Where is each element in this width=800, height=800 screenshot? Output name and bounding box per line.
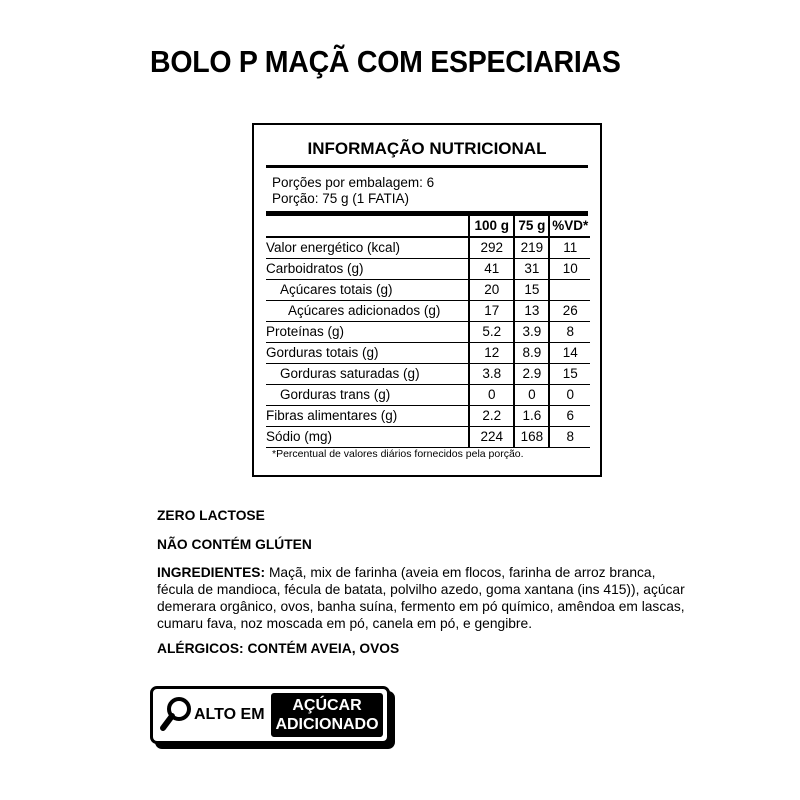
column-header-daily-value: %VD*	[549, 216, 590, 237]
value-per-100g: 20	[469, 280, 514, 301]
value-per-serving: 15	[514, 280, 549, 301]
ingredients-text: Maçã, mix de farinha (aveia em flocos, farinha de arroz branca, fécula de mandioca, fécula de batata, polvilho azedo, goma xantana (ins 415)), açúcar demerara orgânico, ovos, banha suína, fermento em pó químico, amêndoa em lascas, cumaru fava, noz moscada em pó, canela em pó, e gengibre.	[157, 565, 685, 631]
value-per-serving: 1.6	[514, 406, 549, 427]
nutrition-row	[266, 259, 590, 280]
value-per-100g: 5.2	[469, 322, 514, 343]
nutrient-label: Sódio (mg)	[266, 427, 469, 448]
daily-value-footnote: *Percentual de valores diários fornecidos pela porção.	[272, 448, 524, 460]
heading-divider	[266, 165, 588, 168]
ingredients-label: INGREDIENTES:	[157, 565, 266, 580]
product-title: BOLO P MAÇÃ COM ESPECIARIAS	[150, 44, 621, 79]
value-per-serving: 2.9	[514, 364, 549, 385]
gluten-free-claim: NÃO CONTÉM GLÚTEN	[157, 537, 312, 552]
value-per-serving: 31	[514, 259, 549, 280]
nutrition-header-row	[266, 216, 590, 237]
nutrient-label: Fibras alimentares (g)	[266, 406, 469, 427]
seal-line-1: AÇÚCAR	[292, 697, 362, 714]
magnifier-icon	[159, 695, 195, 735]
column-header-per-100g: 100 g	[469, 216, 514, 237]
value-per-100g: 41	[469, 259, 514, 280]
nutrition-row	[266, 237, 590, 259]
seal-line-2: ADICIONADO	[275, 716, 379, 733]
allergens-statement: ALÉRGICOS: CONTÉM AVEIA, OVOS	[157, 641, 400, 656]
daily-value-percent: 14	[549, 343, 590, 364]
value-per-100g: 0	[469, 385, 514, 406]
value-per-100g: 2.2	[469, 406, 514, 427]
nutrition-row	[266, 406, 590, 427]
nutrient-label: Valor energético (kcal)	[266, 237, 469, 259]
daily-value-percent: 8	[549, 322, 590, 343]
nutrient-label: Gorduras totais (g)	[266, 343, 469, 364]
value-per-100g: 3.8	[469, 364, 514, 385]
value-per-serving: 8.9	[514, 343, 549, 364]
nutrient-label: Açúcares adicionados (g)	[266, 301, 469, 322]
daily-value-percent: 26	[549, 301, 590, 322]
column-header-nutrient	[266, 216, 469, 237]
nutrient-label: Carboidratos (g)	[266, 259, 469, 280]
value-per-100g: 12	[469, 343, 514, 364]
nutrition-row	[266, 343, 590, 364]
nutrition-row	[266, 427, 590, 448]
nutrition-heading: INFORMAÇÃO NUTRICIONAL	[307, 139, 547, 158]
nutrient-label: Gorduras trans (g)	[266, 385, 469, 406]
daily-value-percent	[549, 280, 590, 301]
zero-lactose-claim: ZERO LACTOSE	[157, 508, 265, 523]
value-per-serving: 0	[514, 385, 549, 406]
value-per-100g: 292	[469, 237, 514, 259]
nutrition-table	[266, 216, 590, 448]
serving-info	[272, 175, 434, 207]
seal-nutrient-box	[271, 693, 383, 737]
nutrient-label: Proteínas (g)	[266, 322, 469, 343]
daily-value-percent: 10	[549, 259, 590, 280]
ingredients-block	[157, 564, 687, 632]
high-added-sugar-seal	[150, 686, 390, 744]
servings-per-package: Porções por embalagem: 6	[272, 175, 435, 190]
daily-value-percent: 6	[549, 406, 590, 427]
nutrition-facts-panel	[252, 123, 602, 477]
daily-value-percent: 11	[549, 237, 590, 259]
value-per-serving: 219	[514, 237, 549, 259]
value-per-serving: 13	[514, 301, 549, 322]
nutrition-row	[266, 385, 590, 406]
value-per-100g: 224	[469, 427, 514, 448]
nutrition-row	[266, 322, 590, 343]
daily-value-percent: 0	[549, 385, 590, 406]
seal-prefix: ALTO EM	[194, 706, 265, 723]
value-per-serving: 3.9	[514, 322, 549, 343]
value-per-serving: 168	[514, 427, 549, 448]
nutrition-rows	[266, 237, 590, 448]
daily-value-percent: 15	[549, 364, 590, 385]
nutrient-label: Gorduras saturadas (g)	[266, 364, 469, 385]
nutrient-label: Açúcares totais (g)	[266, 280, 469, 301]
value-per-100g: 17	[469, 301, 514, 322]
column-header-per-serving: 75 g	[514, 216, 549, 237]
nutrition-row	[266, 301, 590, 322]
nutrition-row	[266, 280, 590, 301]
nutrition-row	[266, 364, 590, 385]
serving-size: Porção: 75 g (1 FATIA)	[272, 191, 410, 206]
daily-value-percent: 8	[549, 427, 590, 448]
